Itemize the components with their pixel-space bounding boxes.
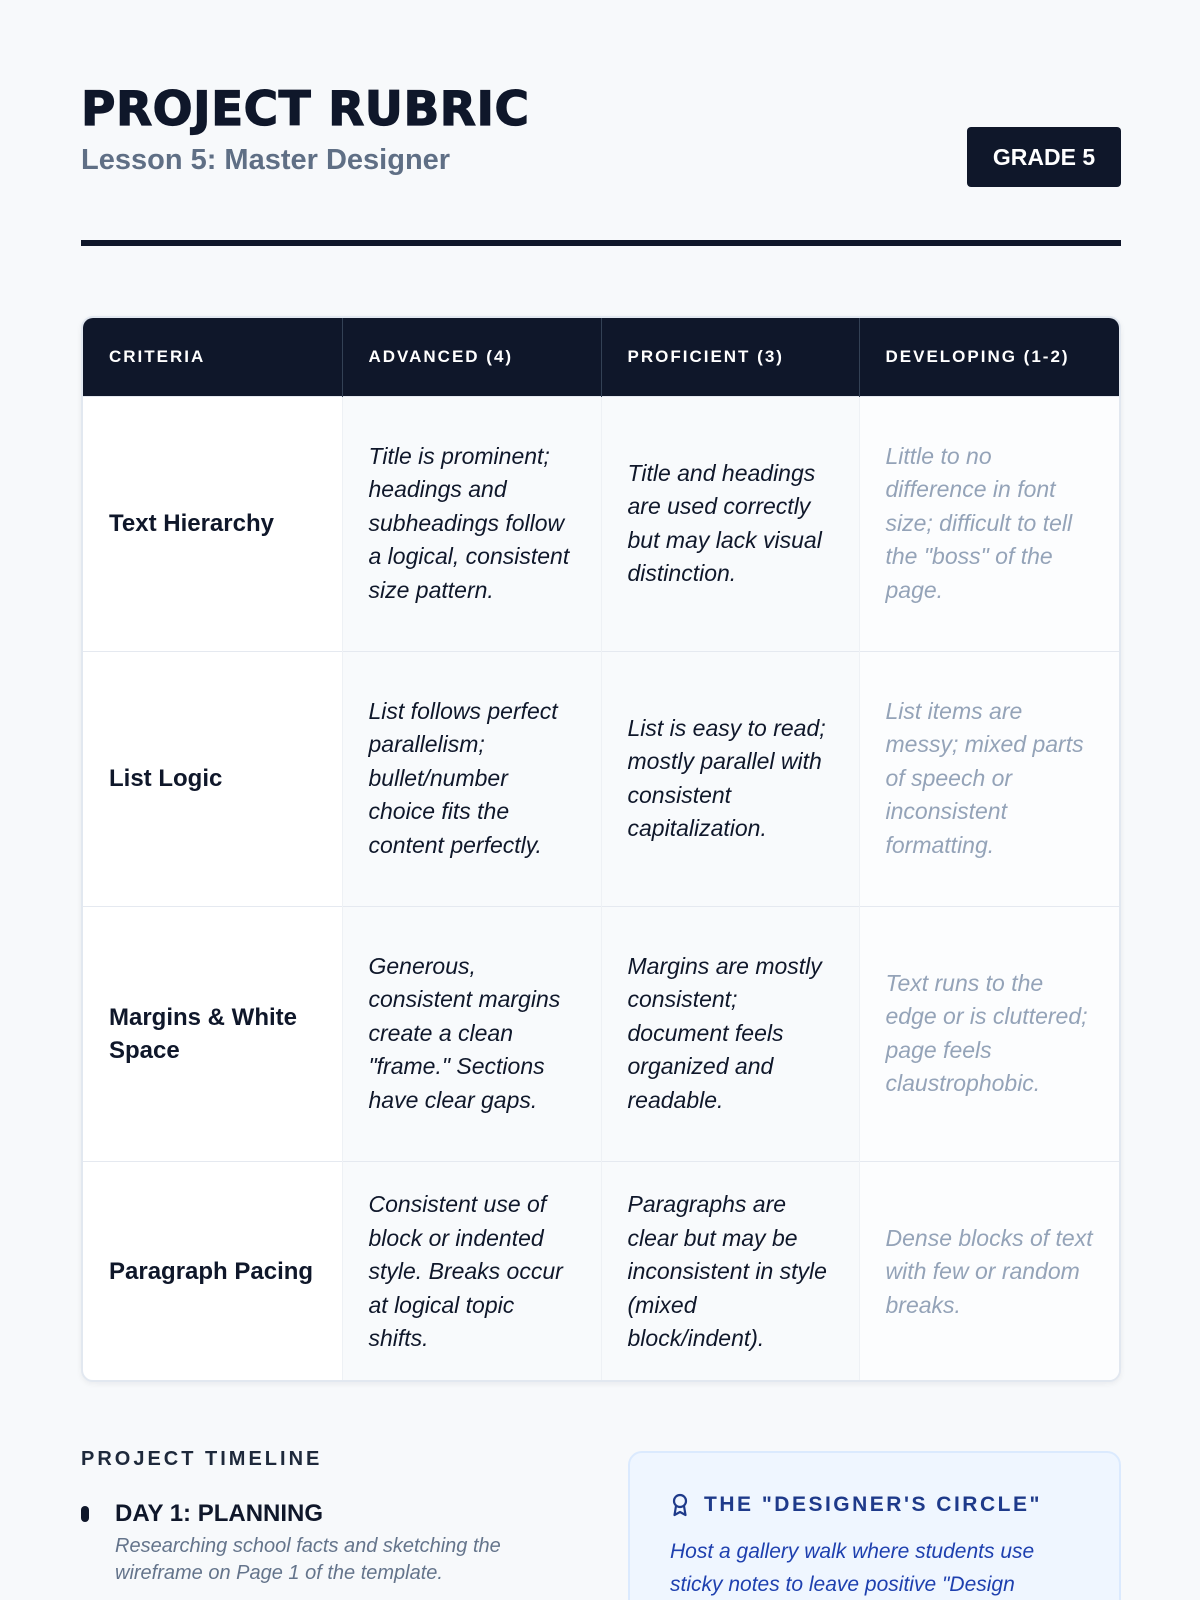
page-title: PROJECT RUBRIC bbox=[81, 82, 530, 137]
designers-circle-title: THE "DESIGNER'S CIRCLE" bbox=[704, 1493, 1042, 1516]
column-header-proficient: PROFICIENT (3) bbox=[601, 318, 859, 396]
column-header-advanced: ADVANCED (4) bbox=[342, 318, 601, 396]
column-header-criteria: CRITERIA bbox=[83, 318, 342, 396]
grade-badge: GRADE 5 bbox=[967, 127, 1121, 187]
award-ribbon-icon bbox=[670, 1493, 690, 1517]
advanced-cell: Generous, consistent margins create a clean "frame." Sections have clear gaps. bbox=[342, 906, 601, 1161]
table-row bbox=[83, 396, 1119, 651]
criteria-cell: Text Hierarchy bbox=[83, 396, 342, 651]
table-row bbox=[83, 1161, 1119, 1382]
timeline-item-description: Researching school facts and sketching the wireframe on Page 1 of the template. bbox=[115, 1535, 501, 1584]
criteria-cell: List Logic bbox=[83, 651, 342, 906]
table-row bbox=[83, 906, 1119, 1161]
column-header-developing: DEVELOPING (1-2) bbox=[885, 346, 1070, 366]
advanced-cell: Title is prominent; headings and subheadings follow a logical, consistent size pattern. bbox=[342, 396, 601, 651]
developing-cell: Little to no difference in font size; difficult to tell the "boss" of the page. bbox=[859, 396, 1119, 651]
designers-circle-text: Host a gallery walk where students use sticky notes to leave positive "Design bbox=[670, 1540, 1035, 1596]
advanced-cell: List follows perfect parallelism; bullet/number choice fits the content perfectly. bbox=[342, 651, 601, 906]
timeline-heading: PROJECT TIMELINE bbox=[81, 1448, 323, 1470]
criteria-cell: Margins & White Space bbox=[83, 906, 342, 1161]
page-header bbox=[81, 82, 1121, 192]
timeline-item-title: DAY 1: PLANNING bbox=[115, 1500, 324, 1527]
lesson-subtitle: Lesson 5: Master Designer bbox=[81, 144, 451, 176]
developing-cell: List items are messy; mixed parts of speech or inconsistent formatting. bbox=[859, 651, 1119, 906]
designers-circle-card bbox=[628, 1451, 1121, 1600]
proficient-cell: Margins are mostly consistent; document feels organized and readable. bbox=[601, 906, 859, 1161]
timeline-bullet-icon bbox=[81, 1506, 89, 1522]
criteria-cell: Paragraph Pacing bbox=[83, 1161, 342, 1382]
developing-cell: Text runs to the edge or is cluttered; page feels claustrophobic. bbox=[859, 906, 1119, 1161]
table-row bbox=[83, 651, 1119, 906]
rubric-page bbox=[81, 0, 1121, 1600]
timeline-item bbox=[81, 1499, 581, 1587]
advanced-cell: Consistent use of block or indented style. Breaks occur at logical topic shifts. bbox=[342, 1161, 601, 1382]
table-header-row bbox=[83, 318, 1119, 396]
designers-circle-header bbox=[670, 1493, 1079, 1517]
proficient-cell: List is easy to read; mostly parallel with consistent capitalization. bbox=[601, 651, 859, 906]
rubric-table bbox=[81, 316, 1121, 1382]
proficient-cell: Title and headings are used correctly but may lack visual distinction. bbox=[601, 396, 859, 651]
proficient-cell: Paragraphs are clear but may be inconsistent in style (mixed block/indent). bbox=[601, 1161, 859, 1382]
header-divider bbox=[81, 240, 1121, 246]
developing-cell: Dense blocks of text with few or random breaks. bbox=[859, 1161, 1119, 1382]
project-timeline bbox=[81, 1448, 581, 1587]
